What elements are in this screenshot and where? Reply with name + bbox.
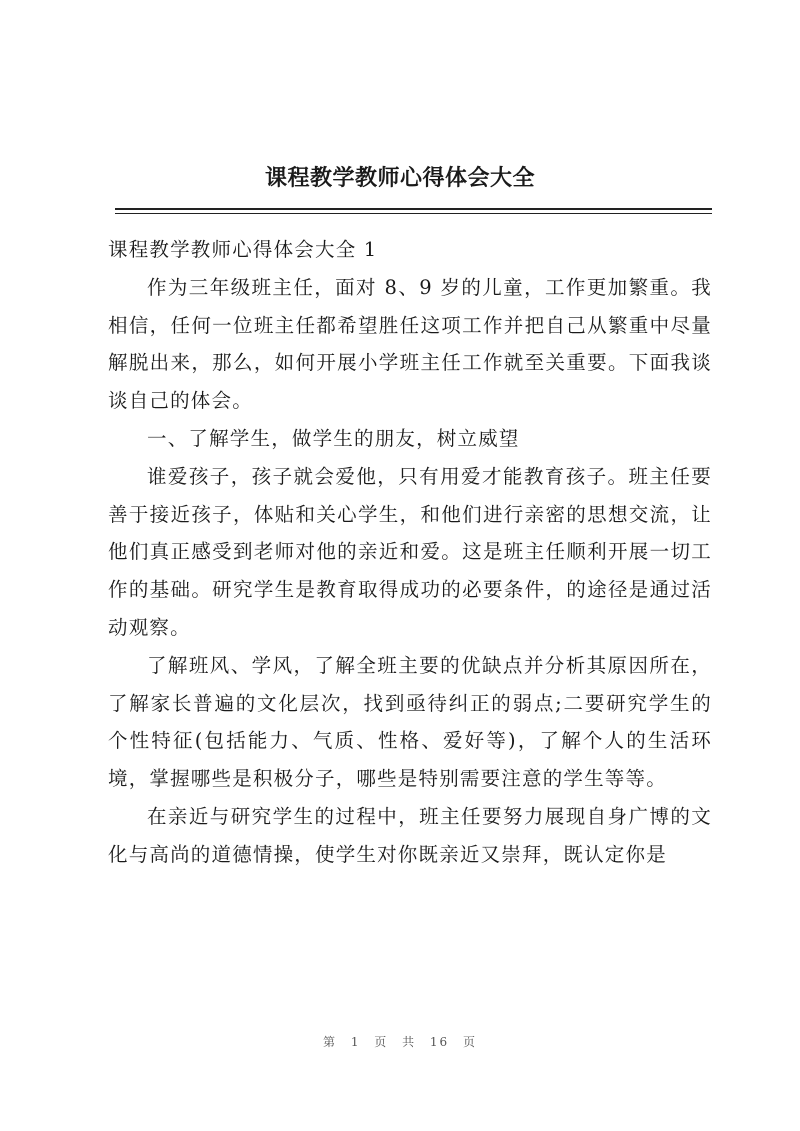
paragraph: 在亲近与研究学生的过程中，班主任要努力展现自身广博的文化与高尚的道德情操，使学生对你既亲近又崇拜，既认定你是 [108, 804, 712, 866]
page-title: 课程教学教师心得体会大全 [264, 166, 535, 191]
title-rule-thin [115, 213, 712, 214]
paragraph: 作为三年级班主任，面对 8、9 岁的儿童，工作更加繁重。我相信，任何一位班主任都希望胜任这项工作并把自己从繁重中尽量解脱出来，那么，如何开展小学班主任工作就至关重要。下面我谈谈自己的体会。 [108, 275, 712, 413]
paragraph: 谁爱孩子，孩子就会爱他，只有用爱才能教育孩子。班主任要善于接近孩子，体贴和关心学生，和他们进行亲密的思想交流，让他们真正感受到老师对他的亲近和爱。这是班主任顺利开展一切工作的基础。研究学生是教育取得成功的必要条件，的途径是通过活动观察。 [108, 464, 712, 639]
paragraph: 了解班风、学风，了解全班主要的优缺点并分析其原因所在，了解家长普遍的文化层次，找到亟待纠正的弱点;二要研究学生的个性特征(包括能力、气质、性格、爱好等)，了解个人的生活环境，掌握哪些是积极分子，哪些是特别需要注意的学生等等。 [108, 653, 712, 791]
page-number-footer: 第 1 页 共 16 页 [323, 1035, 477, 1049]
title-rule [115, 208, 712, 210]
paragraph-subheading: 一、了解学生，做学生的朋友，树立威望 [147, 426, 520, 450]
document-body [108, 231, 712, 874]
section-heading: 课程教学教师心得体会大全 1 [108, 238, 378, 261]
